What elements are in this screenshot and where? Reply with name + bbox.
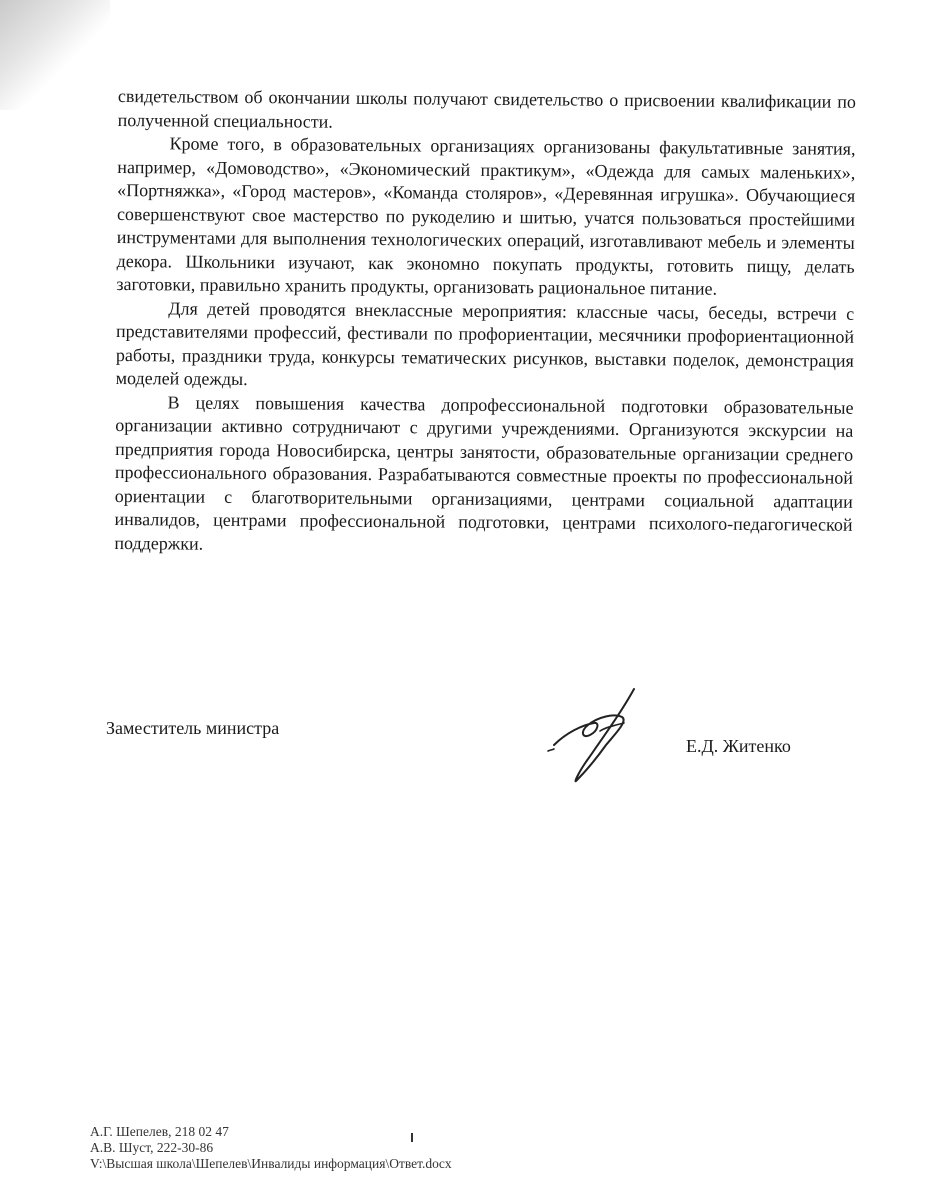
- footer-contacts: [90, 1124, 452, 1172]
- paragraph-continuation: свидетельством об окончании школы получают свидетельство о присвоении квалификации по полученной специальности.: [117, 85, 856, 132]
- paragraph-cooperation: В целях повышения качества допрофессиональной подготовки образовательные организации активно сотрудничают с другими учреждениями. Организуются экскурсии на предприятия города Новосибирска, центры занятости, образовательные организации среднего профессионального образования. Разрабатываются совместные проекты по профессиональной ориентации с благотворительными организациями, центрами социальной адаптации инвалидов, центрами профессиональной подготовки, центрами психолого-педагогической поддержки.: [114, 391, 854, 554]
- scan-corner-shadow: [0, 0, 110, 110]
- handwritten-signature: [536, 673, 656, 793]
- contact-line: А.В. Шуст, 222-30-86: [90, 1140, 214, 1155]
- signer-name: Е.Д. Житенко: [686, 736, 791, 756]
- letter-body: [114, 85, 856, 561]
- contact-line: А.Г. Шепелев, 218 02 47: [90, 1124, 229, 1139]
- paragraph-extracurricular: Для детей проводятся внеклассные мероприятия: классные часы, беседы, встречи с представителями профессий, фестивали по профориентации, месячники профориентационной работы, праздники труда, конкурсы тематических рисунков, выставки поделок, демонстрация моделей одежды.: [115, 297, 855, 390]
- paragraph-electives: Кроме того, в образовательных организациях организованы факультативные занятия, например, «Домоводство», «Экономический практикум», «Одежда для самых маленьких», «Портняжка», «Город мастеров», «Команда столяров», «Деревянная игрушка». Обучающиеся совершенствуют свое мастерство по рукоделию и шитью, учатся пользоваться простейшими инструментами для выполнения технологических операций, изготавливают мебель и элементы декора. Школьники изучают, как экономно покупать продукты, готовить пищу, делать заготовки, правильно хранить продукты, организовать рациональное питание.: [116, 133, 856, 299]
- file-path: V:\Высшая школа\Шепелев\Инвалиды информация\Ответ.docx: [90, 1156, 452, 1171]
- signer-position: Заместитель министра: [106, 718, 280, 738]
- signature-block: [106, 718, 846, 808]
